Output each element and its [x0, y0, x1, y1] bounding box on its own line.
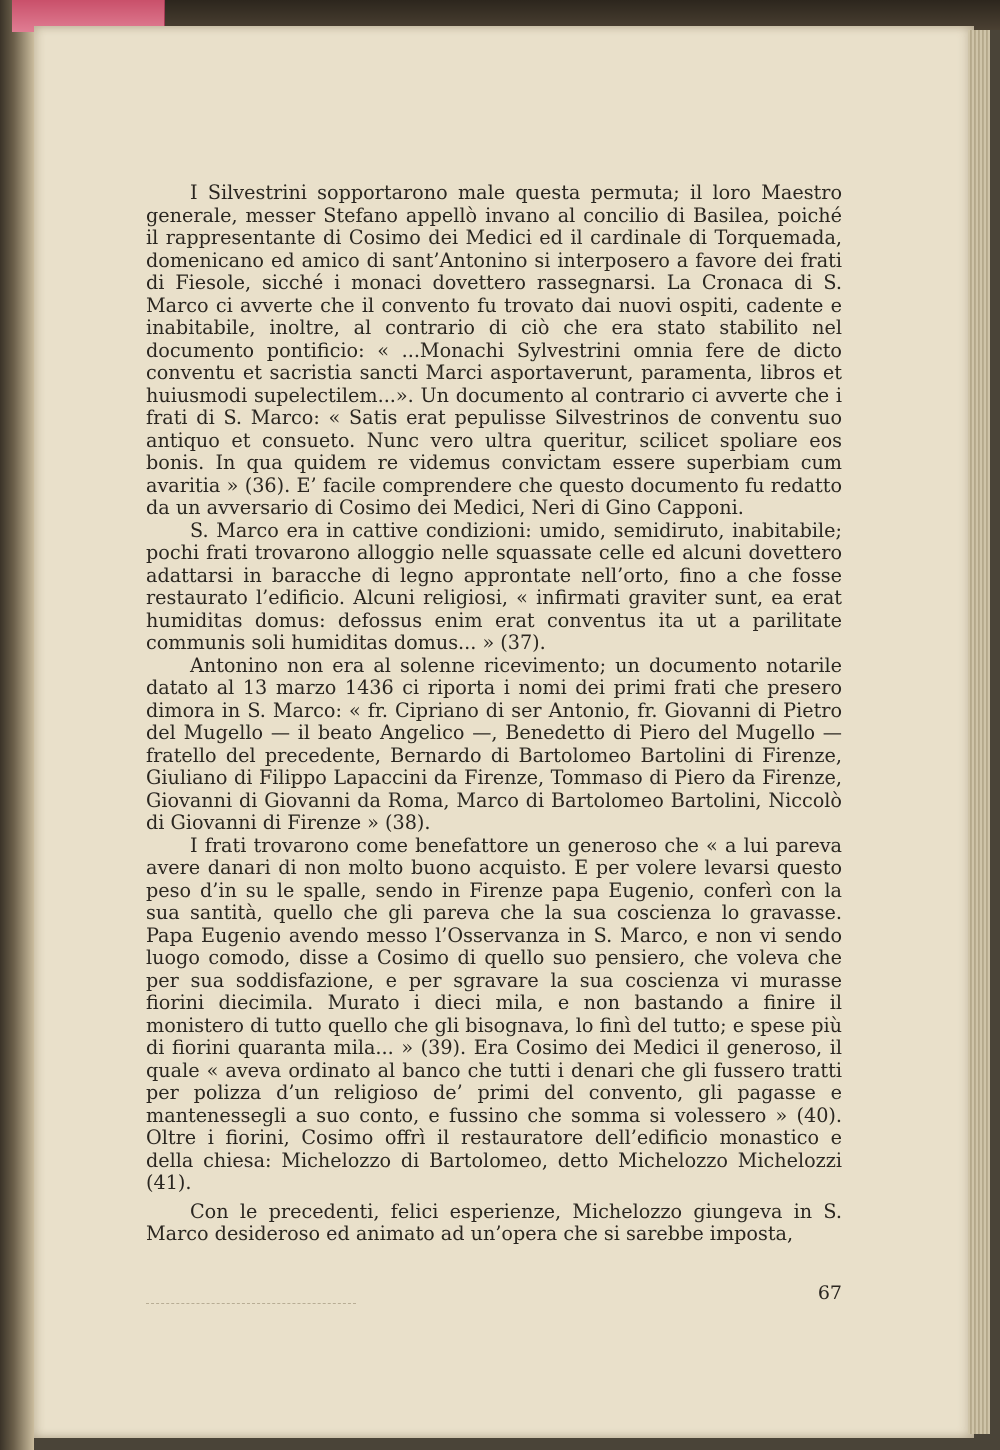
page-stack-edge [968, 30, 990, 1434]
paragraph-5: Con le precedenti, felici esperienze, Michelozzo giungeva in S. Marco desideroso ed animato ad un’opera che si sarebbe imposta, [146, 1199, 842, 1245]
paragraph-3: Antonino non era al solenne ricevimento; un documento notarile datato al 13 marzo 1436 ci riporta i nomi dei primi frati che presero dimora in S. Marco: « fr. Cipriano di ser Antonio, fr. Giovanni di Pietro del Mugello — il beato Angelico —, Benedetto di Piero del Mugello — fratello del precedente, Bernardo di Bartolomeo Bartolini di Firenze, Giuliano di Filippo Lapaccini da Firenze, Tommaso di Piero da Firenze, Giovanni di Giovanni da Roma, Marco di Bartolomeo Bartolini, Niccolò di Giovanni di Firenze » (38). [146, 653, 842, 834]
body-text [146, 182, 842, 1246]
previous-page-edge [0, 0, 34, 1450]
paragraph-2: S. Marco era in cattive condizioni: umido, semidiruto, inabitabile; pochi frati trovarono alloggio nelle squassate celle ed alcuni dovettero adattarsi in baracche di legno approntate nell’orto, fino a che fosse restaurato l’edificio. Alcuni religiosi, « infirmati graviter sunt, ea erat humiditas domus: defossus enim erat conventus ita ut a parilitate communis soli humiditas domus... » (37). [146, 518, 842, 654]
paragraph-4: I frati trovarono come benefattore un generoso che « a lui pareva avere danari di non molto buono acquisto. E per volere levarsi questo peso d’in su le spalle, sendo in Firenze papa Eugenio, conferì con la sua santità, quello che gli pareva che la sua coscienza lo gravasse. Papa Eugenio avendo messo l’Osservanza in S. Marco, e non vi sendo luogo comodo, disse a Cosimo di quello suo pensiero, che voleva che per sua soddisfazione, e per sgravare la sua coscienza vi murasse fiorini diecimila. Murato i dieci mila, e non bastando a finire il monistero di tutto quello che gli bisognava, lo finì del tutto; e spese più di fiorini quaranta mila... » (39). Era Cosimo dei Medici il generoso, il quale « aveva ordinato al banco che tutti i denari che gli fussero tratti per polizza d’un religioso de’ primi del convento, gli pagasse e mantenessegli a suo conto, e fussino che somma si volessero » (40). Oltre i fiorini, Cosimo offrì il restauratore dell’edificio monastico e della chiesa: Michelozzo di Bartolomeo, detto Michelozzo Michelozzi (41). [146, 833, 842, 1194]
page-number: 67 [817, 1282, 842, 1304]
footer-rule [146, 1303, 356, 1304]
paragraph-1: I Silvestrini sopportarono male questa permuta; il loro Maestro generale, messer Stefano appellò invano al concilio di Basilea, poiché il rappresentante di Cosimo dei Medici ed il cardinale di Torquemada, domenicano ed amico di sant’Antonino si interposero a favore dei frati di Fiesole, sicché i monaci dovettero rassegnarsi. La Cronaca di S. Marco ci avverte che il convento fu trovato dai nuovi ospiti, cadente e inabitabile, inoltre, al contrario di ciò che era stato stabilito nel documento pontificio: « ...Monachi Sylvestrini omnia fere de dicto conventu et sacristia sancti Marci asportaverunt, paramenta, libros et huiusmodi supelectilem...». Un documento al contrario ci avverte che i frati di S. Marco: « Satis erat pepulisse Silvestrinos de conventu suo antiquo et consueto. Nunc vero ultra queritur, scilicet spoliare eos bonis. In qua quidem re videmus convictam essere superbiam cum avaritia » (36). E’ facile comprendere che questo documento fu redatto da un avversario di Cosimo dei Medici, Neri di Gino Capponi. [146, 181, 842, 519]
